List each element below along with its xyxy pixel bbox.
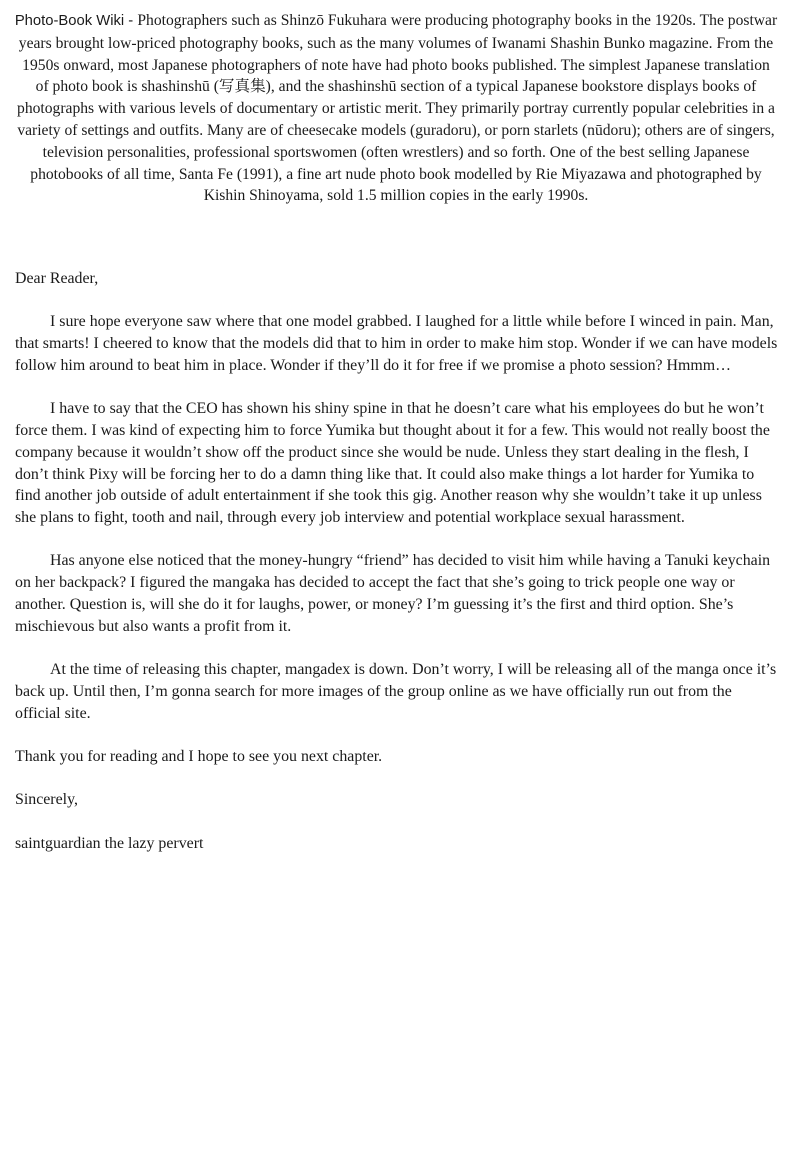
letter-body [15,268,779,854]
letter-paragraph: I sure hope everyone saw where that one model grabbed. I laughed for a little while before I winced in pain. Man, that smarts! I cheered to know that the models did that to him in order to make him stop. Wonder if we can have models follow him around to beat him in place. Wonder if they’ll do it for free if we promise a photo session? Hmmm… [15,313,778,374]
letter-paragraph: At the time of releasing this chapter, mangadex is down. Don’t worry, I will be releasing all of the manga once it’s back up. Until then, I’m gonna search for more images of the group online as we have officially run out from the official site. [15,661,777,722]
letter-signoff: Sincerely, [15,791,78,809]
letter-greeting: Dear Reader, [15,270,99,287]
letter-paragraph: I have to say that the CEO has shown his shiny spine in that he doesn’t care what his employees do but he won’t force them. I was kind of expecting him to force Yumika but thought about it for a few. This would not really boost the company because it wouldn’t show off the product since she would be nude. Unless they start dealing in the flesh, I don’t think Pixy will be forcing her to do a damn thing like that. It could also make things a lot harder for Yumika to find another job outside of adult entertainment if she took this gig. Another reason why she wouldn’t take it up unless she plans to fight, tooth and nail, through every job interview and potential workplace sexual harassment. [15,400,770,527]
wiki-source-label: Photo-Book Wiki - [14,13,138,29]
wiki-excerpt-text: Photographers such as Shinzō Fukuhara were producing photography books in the 1920s. The postwar years brought low-priced photography books, such as the many volumes of Iwanami Shashin Bunko magazine. From the 1950s onward, most Japanese photographers of note have had photo books published. The simplest Japanese translation of photo book is shashinshū (写真集), and the shashinshū section of a typical Japanese bookstore displays books of photographs with various levels of documentary or artistic merit. They primarily portray currently popular celebrities in a variety of settings and outfits. Many are of cheesecake models (guradoru), or porn starlets (nūdoru); others are of singers, television personalities, professional sportswomen (often wrestlers) and so forth. One of the best selling Japanese photobooks of all time, Santa Fe (1991), a fine art nude photo book modelled by Rie Miyazawa and photographed by Kishin Shinoyama, sold 1.5 million copies in the early 1990s. [17,12,778,205]
wiki-excerpt [14,10,778,207]
letter-paragraph: Has anyone else noticed that the money-hungry “friend” has decided to visit him while having a Tanuki keychain on her backpack? I figured the mangaka has decided to accept the fact that she’s going to trick people one way or another. Question is, will she do it for laughs, power, or money? I’m guessing it’s the first and third option. She’s mischievous but also wants a profit from it. [15,552,771,635]
letter-signature: saintguardian the lazy pervert [15,834,204,852]
letter-closing: Thank you for reading and I hope to see you next chapter. [15,748,383,766]
